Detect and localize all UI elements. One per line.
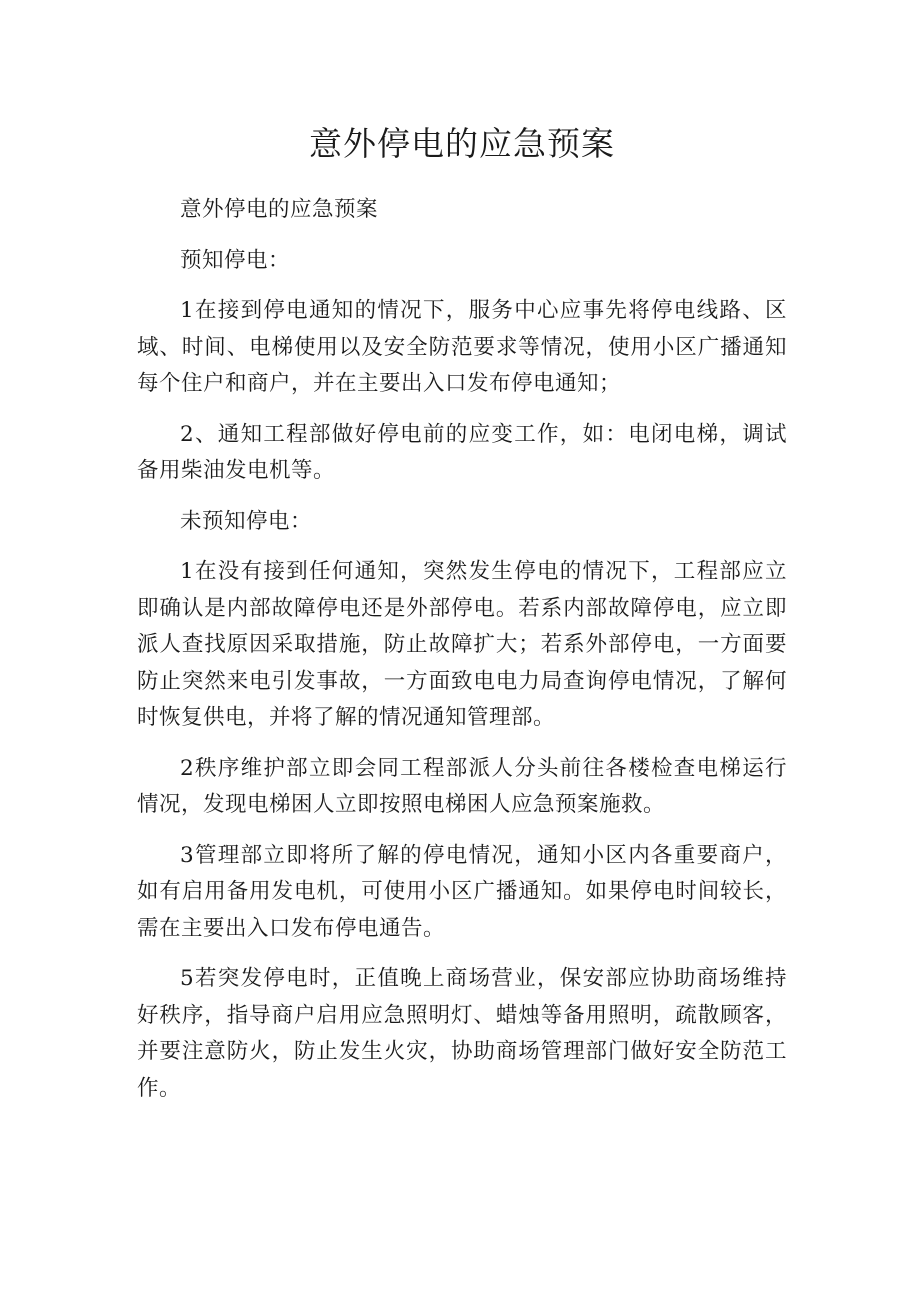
paragraph-unknown-5: 5若突发停电时，正值晚上商场营业，保安部应协助商场维持好秩序，指导商户启用应急照明灯、蜡烛等备用照明，疏散顾客，并要注意防火，防止发生火灾，协助商场管理部门做好安全防范工作。 [137, 966, 787, 1101]
section-unknown-outage: 未预知停电： [180, 508, 313, 534]
section-known-outage: 预知停电： [180, 247, 291, 273]
document-title: 意外停电的应急预案 [309, 124, 615, 163]
paragraph-heading: 意外停电的应急预案 [180, 197, 379, 222]
paragraph-known-2: 2、通知工程部做好停电前的应变工作，如：电闭电梯，调试备用柴油发电机等。 [137, 421, 787, 483]
paragraph-unknown-1: 1在没有接到任何通知，突然发生停电的情况下，工程部应立即确认是内部故障停电还是外部停电。若系内部故障停电，应立即派人查找原因采取措施，防止故障扩大；若系外部停电，一方面要防止突然来电引发事故，一方面致电电力局查询停电情况，了解何时恢复供电，并将了解的情况通知管理部。 [137, 559, 787, 730]
paragraph-unknown-3: 3管理部立即将所了解的停电情况，通知小区内各重要商户，如有启用备用发电机，可使用小区广播通知。如果停电时间较长，需在主要出入口发布停电通告。 [137, 842, 787, 941]
paragraph-unknown-2: 2秩序维护部立即会同工程部派人分头前往各楼检查电梯运行情况，发现电梯困人立即按照电梯困人应急预案施救。 [137, 755, 787, 817]
document-body [137, 192, 787, 1121]
paragraph-known-1: 1在接到停电通知的情况下，服务中心应事先将停电线路、区域、时间、电梯使用以及安全防范要求等情况，使用小区广播通知每个住户和商户，并在主要出入口发布停电通知； [137, 298, 787, 396]
